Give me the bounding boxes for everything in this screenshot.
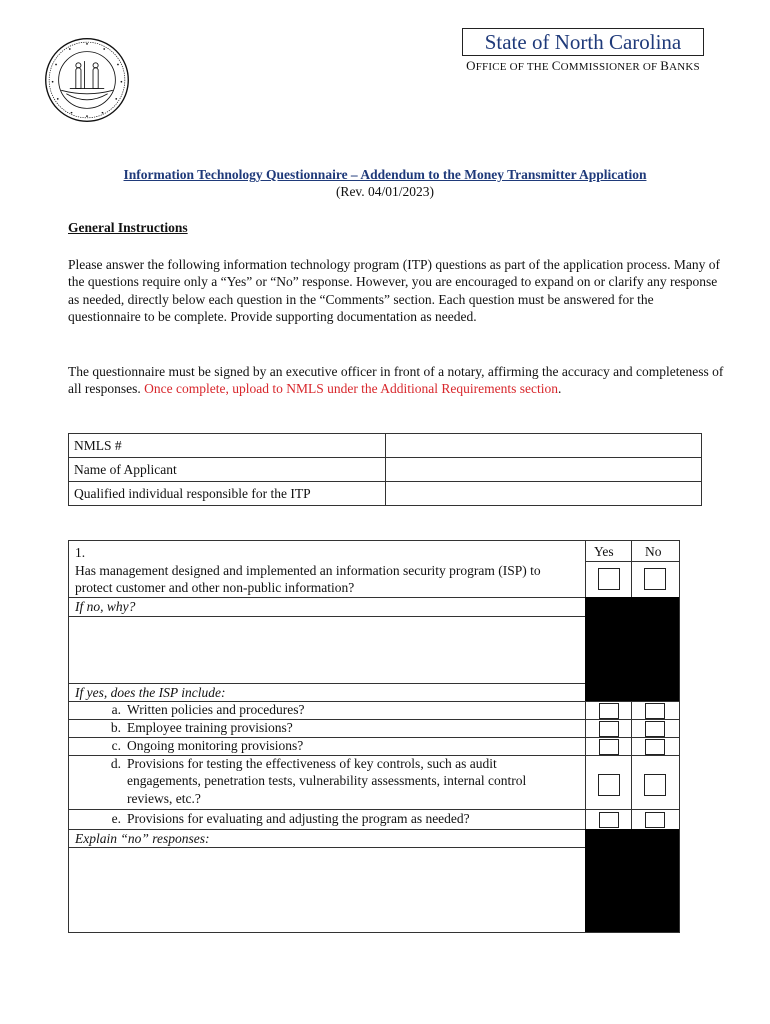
subitem-a: a. Written policies and procedures? <box>111 702 305 717</box>
upload-instruction: Once complete, upload to NMLS under the Additional Requirements section <box>144 381 559 397</box>
q1-no-checkbox[interactable] <box>644 568 666 590</box>
yes-column-header: Yes <box>594 544 614 559</box>
instructions-heading: General Instructions <box>68 220 188 235</box>
instructions-paragraph-2: The questionnaire must be signed by an executive officer in front of a notary, affirming the accuracy and completeness of all responses. Once complete, upload to NMLS under the Additional Requirements section. <box>68 364 724 397</box>
explain-no-label: Explain “no” responses: <box>75 831 210 846</box>
subitem-e-yes-checkbox[interactable] <box>599 812 619 828</box>
redacted-block <box>585 829 679 932</box>
office-name: OFFICE OF THE COMMISSIONER OF BANKS <box>466 58 700 73</box>
instructions-paragraph-1: Please answer the following information technology program (ITP) questions as part of the application process. Many of the questions require only a “Yes” or “No” response. However, you are encouraged to expand on or clarify any response as needed, directly below each question in the “Comments” section. Each question must be answered for the questionnaire to be complete. Provide supporting documentation as needed. <box>68 257 720 325</box>
table-row <box>69 434 702 458</box>
subitem-e-no-checkbox[interactable] <box>645 812 665 828</box>
state-name-box: State of North Carolina <box>462 28 704 56</box>
question-number: 1. <box>75 545 86 560</box>
subitem-d-no-checkbox[interactable] <box>644 774 666 796</box>
subitem-b-yes-checkbox[interactable] <box>599 721 619 737</box>
subitem-b: b. Employee training provisions? <box>110 720 293 735</box>
revision-date: (Rev. 04/01/2023) <box>335 184 435 199</box>
applicant-name-field[interactable] <box>386 458 702 482</box>
table-row <box>69 482 702 506</box>
no-column-header: No <box>645 544 662 559</box>
if-no-label: If no, why? <box>75 599 136 614</box>
subitem-e: e. Provisions for evaluating and adjusting the program as needed? <box>111 811 470 826</box>
subitem-c-no-checkbox[interactable] <box>645 739 665 755</box>
subitem-b-no-checkbox[interactable] <box>645 721 665 737</box>
qualified-individual-field[interactable] <box>386 482 702 506</box>
nmls-field[interactable] <box>386 434 702 458</box>
q1-yes-checkbox[interactable] <box>598 568 620 590</box>
applicant-info-table <box>68 433 702 506</box>
document-title: Information Technology Questionnaire – Addendum to the Money Transmitter Application <box>123 167 647 182</box>
nc-great-seal-icon <box>44 37 130 123</box>
nmls-label: NMLS # <box>69 434 386 458</box>
subitem-d-yes-checkbox[interactable] <box>598 774 620 796</box>
qualified-individual-label: Qualified individual responsible for the ITP <box>69 482 386 506</box>
subitem-a-yes-checkbox[interactable] <box>599 703 619 719</box>
table-row <box>69 458 702 482</box>
subitem-d: d. Provisions for testing the effectiveness of key controls, such as audit engagements, penetration tests, vulnerability assessments, internal control reviews, etc.? <box>110 756 527 806</box>
subitem-c: c. Ongoing monitoring provisions? <box>111 738 304 753</box>
question-text: Has management designed and implemented an information security program (ISP) to protect customer and other non-public information? <box>75 563 541 596</box>
applicant-name-label: Name of Applicant <box>69 458 386 482</box>
question-1-table <box>68 540 680 933</box>
if-yes-label: If yes, does the ISP include: <box>75 685 226 700</box>
subitem-a-no-checkbox[interactable] <box>645 703 665 719</box>
redacted-block <box>585 597 679 701</box>
subitem-c-yes-checkbox[interactable] <box>599 739 619 755</box>
